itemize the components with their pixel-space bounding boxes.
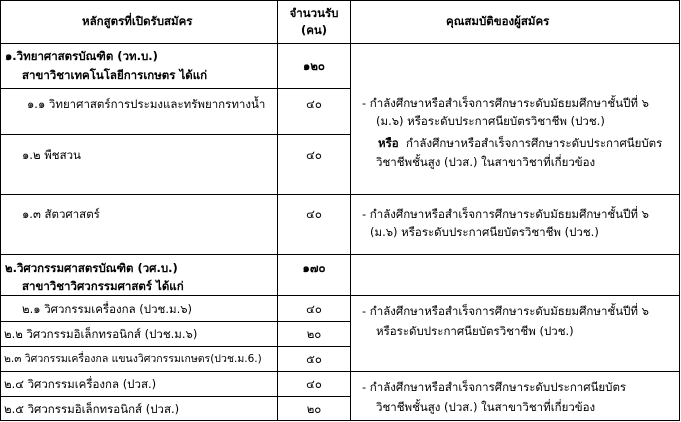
qualification-1b-line2: วิชาชีพชั้นสูง (ปวส.) ในสาขาวิชาที่เกี่ยวข้อง (376, 155, 596, 169)
section-1-subtitle: สาขาวิชาเทคโนโลยีการเกษตร ได้แก่ (22, 68, 208, 82)
course-2-1: ๒.๑ วิศวกรรมเครื่องกล (ปวช.ม.๖) (22, 302, 193, 316)
course-1-3-count: ๔๐ (306, 207, 322, 221)
section-2-title: ๒.วิศวกรรมศาสตรบัณฑิต (วศ.บ.) (5, 261, 178, 275)
header-quota-unit: (คน) (300, 23, 328, 37)
course-2-3-count: ๕๐ (306, 352, 322, 366)
header-quota-label: จำนวนรับ (289, 6, 339, 20)
section-2-subtitle: สาขาวิชาวิศวกรรมศาสตร์ ได้แก่ (22, 279, 184, 293)
course-2-1-count: ๔๐ (306, 302, 322, 316)
course-1-2-count: ๔๐ (306, 148, 322, 162)
header-courses: หลักสูตรที่เปิดรับสมัคร (82, 14, 193, 28)
header-qualifications: คุณสมบัติของผู้สมัคร (446, 14, 550, 28)
course-1-1-count: ๔๐ (306, 97, 322, 111)
course-1-1: ๑.๑ วิทยาศาสตร์การประมงและทรัพยากรทางน้ำ (27, 97, 266, 111)
qualification-1c-line1: - กำลังศึกษาหรือสำเร็จการศึกษาระดับมัธยมศึกษาชั้นปีที่ ๖ (362, 207, 649, 221)
qualification-2a-line2: หรือระดับประกาศนียบัตรวิชาชีพ (ปวช.) (376, 324, 574, 338)
course-2-3: ๒.๓ วิศวกรรมเครื่องกล แขนงวิศวกรรมเกษตร(ปวช.ม.6.) (4, 353, 262, 365)
section-1-title: ๑.วิทยาศาสตรบัณฑิต (วท.บ.) (5, 49, 158, 63)
course-2-4-count: ๔๐ (306, 377, 322, 391)
qualification-2b-line1: - กำลังศึกษาหรือสำเร็จการศึกษาระดับประกาศนียบัตร (362, 380, 627, 394)
course-2-4: ๒.๔ วิศวกรรมเครื่องกล (ปวส.) (4, 377, 157, 391)
qualification-2a-line1: - กำลังศึกษาหรือสำเร็จการศึกษาระดับมัธยมศึกษาชั้นปีที่ ๖ (362, 304, 649, 318)
qualification-2b-line2: วิชาชีพชั้นสูง (ปวส.) ในสาขาวิชาที่เกี่ยวข้อง (376, 400, 596, 414)
section-2-total: ๑๗๐ (302, 261, 326, 275)
course-2-5-count: ๒๐ (306, 402, 322, 416)
qualification-1c-line2: (ม.๖) หรือระดับประกาศนียบัตรวิชาชีพ (ปวช.) (370, 225, 599, 239)
section-1-total: ๑๒๐ (303, 59, 325, 73)
qualification-1b-prefix: หรือ (378, 136, 399, 150)
course-2-2-count: ๒๐ (306, 327, 322, 341)
course-1-2: ๑.๒ พืชสวน (22, 148, 81, 162)
qualification-1a-line1: - กำลังศึกษาหรือสำเร็จการศึกษาระดับมัธยมศึกษาชั้นปีที่ ๖ (362, 96, 649, 110)
qualification-1a-line2: (ม.๖) หรือระดับประกาศนียบัตรวิชาชีพ (ปวช.) (376, 114, 605, 128)
qualification-1b-line1: กำลังศึกษาหรือสำเร็จการศึกษาระดับประกาศนียบัตร (406, 136, 663, 150)
course-2-5: ๒.๕ วิศวกรรมอิเล็กทรอนิกส์ (ปวส.) (4, 402, 180, 416)
course-2-2: ๒.๒ วิศวกรรมอิเล็กทรอนิกส์ (ปวช.ม.๖) (4, 327, 198, 341)
course-1-3: ๑.๓ สัตวศาสตร์ (22, 207, 100, 221)
